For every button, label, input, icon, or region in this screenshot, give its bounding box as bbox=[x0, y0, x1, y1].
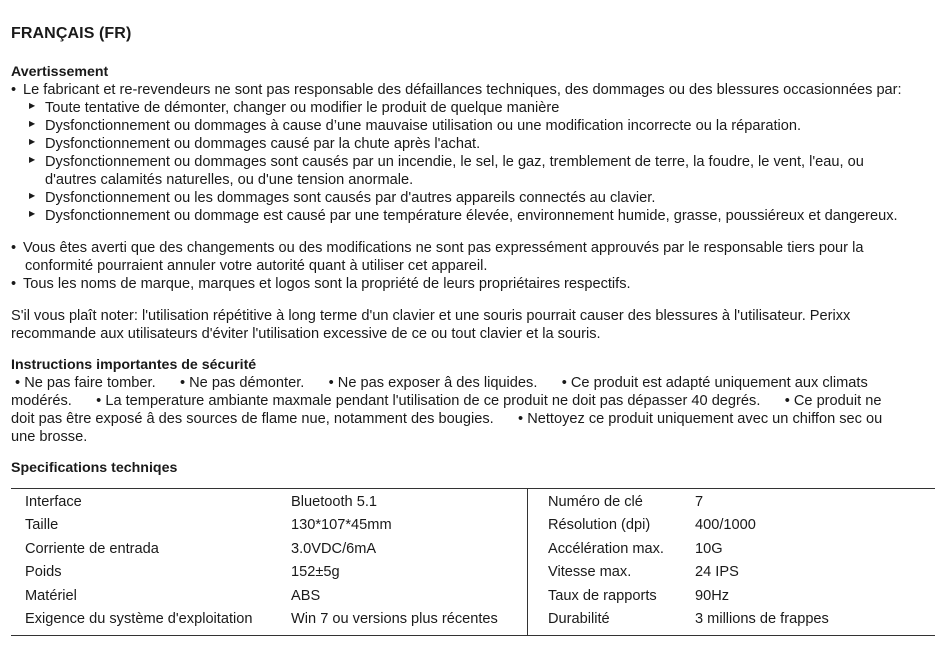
bullet-icon: • bbox=[11, 276, 17, 292]
spec-value: 24 IPS bbox=[695, 564, 739, 580]
notice-text: Tous les noms de marque, marques et logos sont la propriété de leurs propriétaires respectifs. bbox=[23, 276, 631, 292]
spec-label: Numéro de clé bbox=[548, 494, 643, 510]
list-item bbox=[29, 153, 864, 171]
list-item bbox=[29, 117, 801, 135]
list-item-text: Dysfonctionnement ou les dommages sont causés par d'autres appareils connectés au clavier. bbox=[45, 190, 656, 206]
spec-value: 7 bbox=[695, 494, 704, 510]
page-title: FRANÇAIS (FR) bbox=[11, 25, 132, 42]
triangle-bullet-icon: ▶ bbox=[29, 119, 36, 129]
spec-value: 152±5g bbox=[291, 564, 340, 580]
spec-label: Corriente de entrada bbox=[25, 541, 159, 557]
spec-value: Bluetooth 5.1 bbox=[291, 494, 378, 510]
warning-heading: Avertissement bbox=[11, 64, 109, 80]
list-item bbox=[29, 135, 480, 153]
list-item bbox=[29, 189, 655, 207]
bullet-icon: • bbox=[11, 240, 17, 256]
spec-label: Matériel bbox=[25, 588, 77, 604]
list-item bbox=[29, 99, 559, 117]
bullet-icon: • bbox=[11, 82, 17, 98]
specs-heading: Specifications techniqes bbox=[11, 460, 178, 476]
safety-heading: Instructions importantes de sécurité bbox=[11, 357, 257, 373]
spec-value: Win 7 ou versions plus récentes bbox=[291, 611, 498, 627]
safety-line: • Ne pas faire tomber. • Ne pas démonter. • Ne pas exposer â des liquides. • Ce produit est adapté uniquement aux climats bbox=[11, 375, 868, 391]
spec-label: Interface bbox=[25, 494, 82, 510]
note-line: S'il vous plaît noter: l'utilisation répétitive à long terme d'un clavier et une souris pourrait causer des blessures à l'utilisateur. Perixx bbox=[11, 308, 851, 324]
triangle-bullet-icon: ▶ bbox=[29, 209, 36, 219]
spec-label: Vitesse max. bbox=[548, 564, 632, 580]
safety-line: une brosse. bbox=[11, 429, 88, 445]
spec-value: 130*107*45mm bbox=[291, 517, 392, 533]
safety-line: modérés. • La temperature ambiante maxmale pendant l'utilisation de ce produit ne doit pas dépasser 40 degrés. • Ce produit ne bbox=[11, 393, 882, 409]
safety-line: doit pas être exposé â des sources de flame nue, notamment des bougies. • Nettoyez ce produit uniquement avec un chiffon sec ou bbox=[11, 411, 883, 427]
note-line: recommande aux utilisateurs d'éviter l'utilisation excessive de ce ou tout clavier et la souris. bbox=[11, 326, 601, 342]
spec-label: Poids bbox=[25, 564, 62, 580]
specs-table-divider bbox=[527, 488, 528, 635]
spec-label: Taille bbox=[25, 517, 59, 533]
spec-label: Taux de rapports bbox=[548, 588, 657, 604]
list-item bbox=[29, 207, 898, 225]
notice-modifications bbox=[11, 239, 863, 257]
spec-value: 3 millions de frappes bbox=[695, 611, 829, 627]
spec-value: 10G bbox=[695, 541, 723, 557]
list-item-text: Dysfonctionnement ou dommages causé par la chute après l'achat. bbox=[45, 136, 481, 152]
warning-intro-text: Le fabricant et re-revendeurs ne sont pas responsable des défaillances techniques, des dommages ou des blessures occasionnées par: bbox=[23, 82, 902, 98]
notice-text: Vous êtes averti que des changements ou des modifications ne sont pas expressément approuvés par le responsable tiers pour la bbox=[23, 240, 864, 256]
spec-label: Exigence du système d'exploitation bbox=[25, 611, 253, 627]
spec-value: 400/1000 bbox=[695, 517, 756, 533]
warning-intro bbox=[11, 81, 902, 99]
list-item-continuation: d'autres calamités naturelles, ou d'une tension anormale. bbox=[45, 172, 414, 188]
spec-label: Durabilité bbox=[548, 611, 610, 627]
spec-label: Accélération max. bbox=[548, 541, 664, 557]
spec-value: 3.0VDC/6mA bbox=[291, 541, 377, 557]
spec-value: ABS bbox=[291, 588, 321, 604]
list-item-text: Dysfonctionnement ou dommages sont causés par un incendie, le sel, le gaz, tremblement de terre, la foudre, le vent, l'eau, ou bbox=[45, 154, 864, 170]
notice-modifications-continuation: conformité pourraient annuler votre autorité quant à utiliser cet appareil. bbox=[25, 258, 488, 274]
spec-value: 90Hz bbox=[695, 588, 730, 604]
list-item-text: Dysfonctionnement ou dommage est causé par une température élevée, environnement humide, grasse, poussiéreux et dangereux. bbox=[45, 208, 898, 224]
list-item-text: Toute tentative de démonter, changer ou modifier le produit de quelque manière bbox=[45, 100, 560, 116]
triangle-bullet-icon: ▶ bbox=[29, 101, 36, 111]
triangle-bullet-icon: ▶ bbox=[29, 155, 36, 165]
triangle-bullet-icon: ▶ bbox=[29, 137, 36, 147]
spec-label: Résolution (dpi) bbox=[548, 517, 651, 533]
triangle-bullet-icon: ▶ bbox=[29, 191, 36, 201]
list-item-text: Dysfonctionnement ou dommages à cause d’une mauvaise utilisation ou une modification incorrecte ou la réparation. bbox=[45, 118, 802, 134]
notice-trademarks bbox=[11, 275, 631, 293]
